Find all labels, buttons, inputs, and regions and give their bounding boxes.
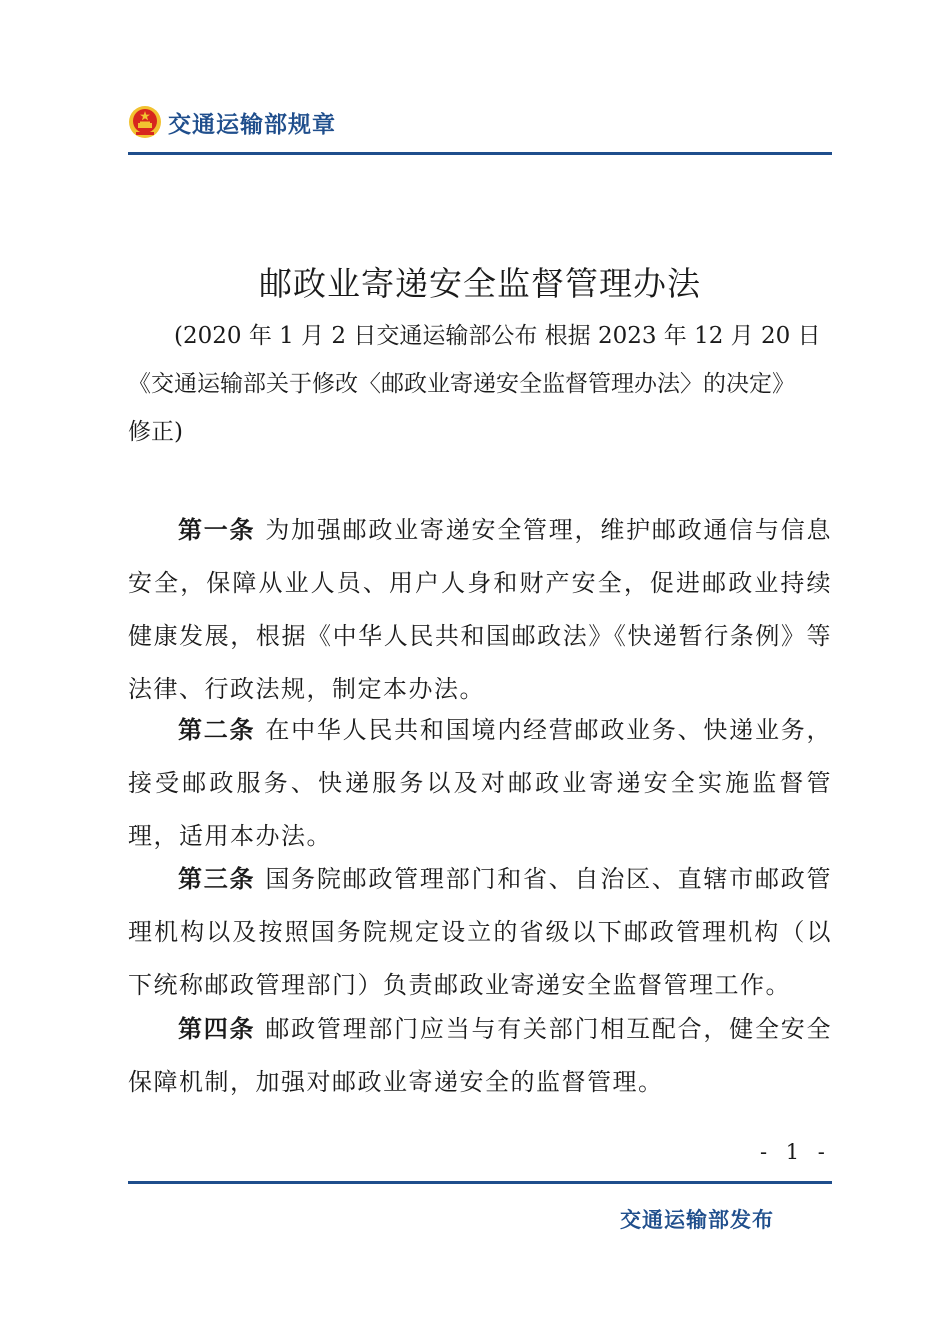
article-label: 第一条 <box>178 516 256 544</box>
article-4 <box>128 1003 832 1109</box>
note-line: 《交通运输部关于修改〈邮政业寄递安全监督管理办法〉的决定》 <box>128 371 795 397</box>
article-text: 国务院邮政管理部门和省、自治区、直辖市邮政管理机构以及按照国务院规定设立的省级以下邮政管理机构（以下统称邮政管理部门）负责邮政业寄递安全监督管理工作。 <box>128 865 832 999</box>
note-line: (2020 年 1 月 2 日交通运输部公布 根据 2023 年 12 月 20 日 <box>174 323 821 349</box>
header-divider <box>128 152 832 155</box>
page-number: - 1 - <box>760 1140 831 1164</box>
amendment-note <box>128 312 832 456</box>
article-text: 在中华人民共和国境内经营邮政业务、快递业务，接受邮政服务、快递服务以及对邮政业寄递安全实施监督管理，适用本办法。 <box>128 716 832 850</box>
article-2 <box>128 704 832 863</box>
article-3 <box>128 853 832 1012</box>
note-line: 修正) <box>128 419 183 445</box>
article-label: 第四条 <box>178 1015 256 1043</box>
article-text: 为加强邮政业寄递安全管理，维护邮政通信与信息安全，保障从业人员、用户人身和财产安全，促进邮政业持续健康发展，根据《中华人民共和国邮政法》《快递暂行条例》等法律、行政法规，制定本办法。 <box>128 516 832 703</box>
footer-divider <box>128 1181 832 1184</box>
article-text: 邮政管理部门应当与有关部门相互配合，健全安全保障机制，加强对邮政业寄递安全的监督管理。 <box>128 1015 832 1096</box>
document-title: 邮政业寄递安全监督管理办法 <box>259 264 701 303</box>
header-title: 交通运输部规章 <box>168 111 336 138</box>
footer-publisher: 交通运输部发布 <box>620 1208 774 1232</box>
article-label: 第三条 <box>178 865 256 893</box>
article-label: 第二条 <box>178 716 256 744</box>
article-1 <box>128 504 832 716</box>
page-header <box>128 102 336 142</box>
national-emblem-icon <box>128 105 162 139</box>
